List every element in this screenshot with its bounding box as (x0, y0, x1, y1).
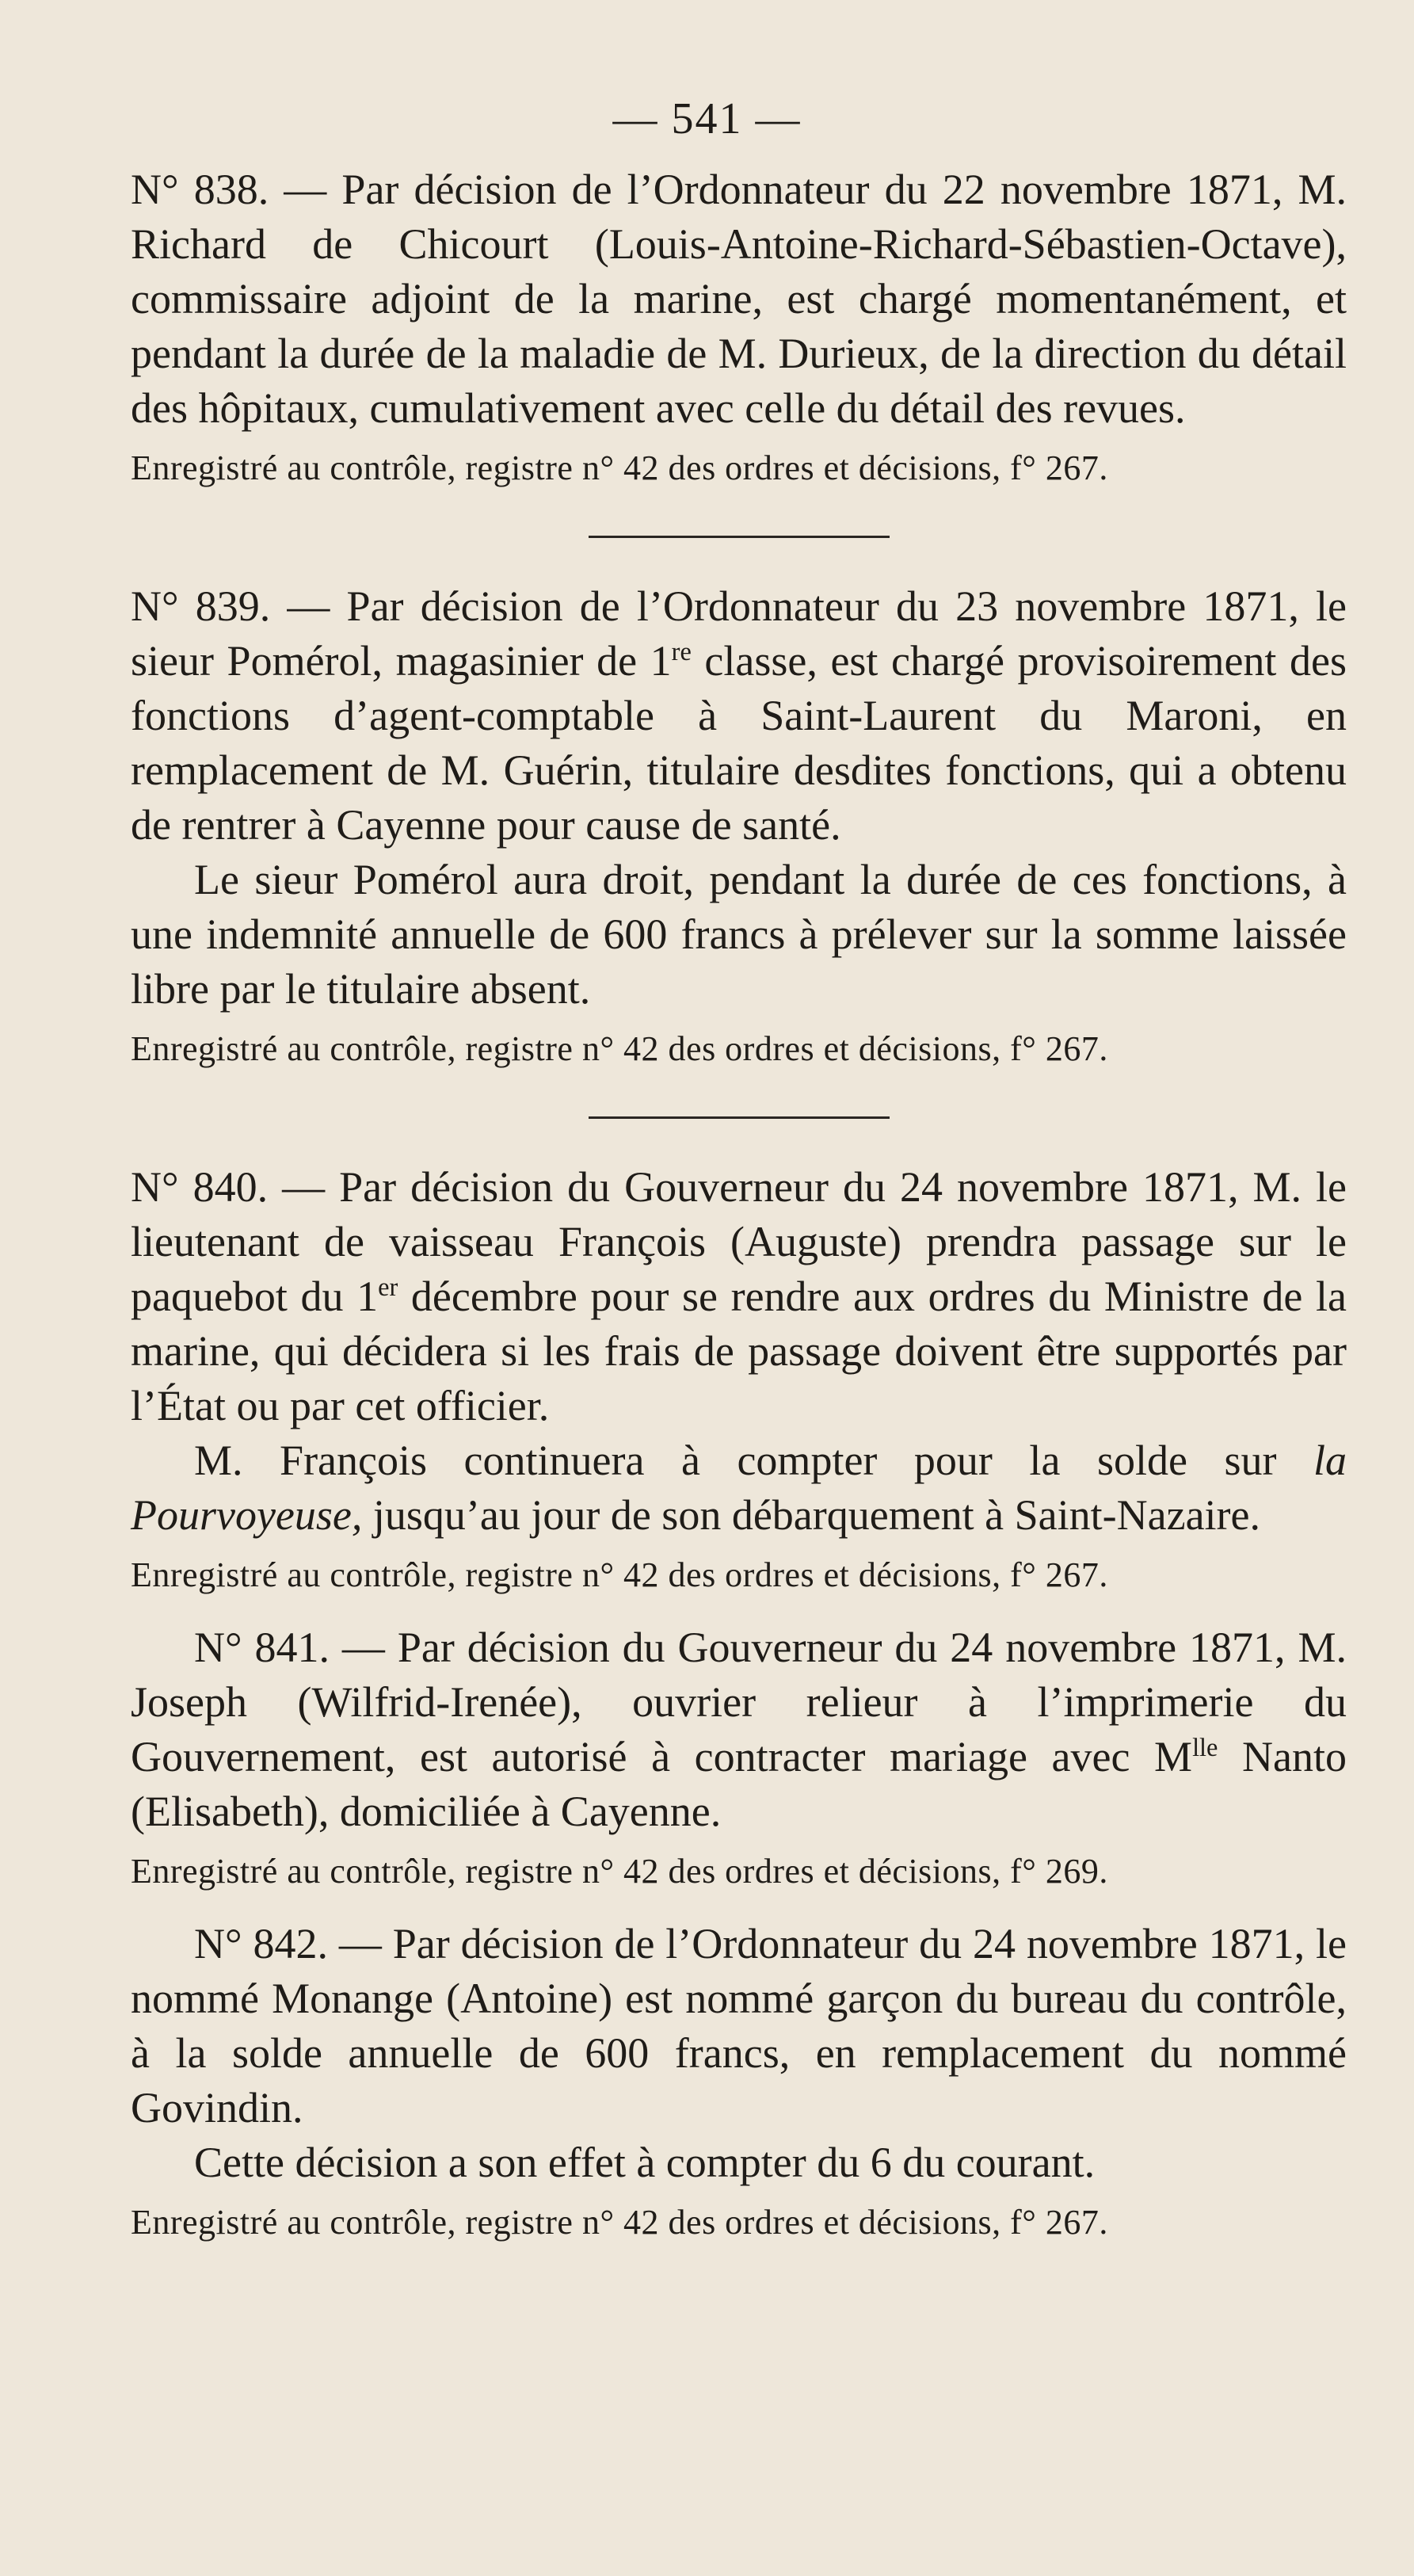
page-number: — 541 — (612, 94, 802, 143)
separator-rule (589, 536, 890, 538)
entry-842-registration: Enregistré au contrôle, registre n° 42 des ordres et décisions, f° 267. (131, 2203, 1108, 2242)
entry-841-superscript: lle (1192, 1734, 1218, 1762)
entry-842 (131, 1917, 1347, 2246)
entry-838-registration: Enregistré au contrôle, registre n° 42 des ordres et décisions, f° 267. (131, 448, 1108, 487)
entry-839-text-head: N° 839. — Par décision de l’Ordonnateur du 23 novembre 1871, le sieur Pomérol, magasinier de 1 (131, 582, 1347, 685)
entry-841-text (131, 1620, 1347, 1839)
entry-839-registration: Enregistré au contrôle, registre n° 42 des ordres et décisions, f° 267. (131, 1029, 1108, 1068)
entry-839 (131, 579, 1347, 1072)
entry-838-text: N° 838. — Par décision de l’Ordonnateur du 22 novembre 1871, M. Richard de Chicourt (Louis-Antoine-Richard-Sébastien-Octave), commissaire adjoint de la marine, est chargé momentanément, et pendant la durée de la maladie de M. Durieux, de la direction du détail des hôpitaux, cumulativement avec celle du détail des revues. (131, 166, 1347, 432)
entry-838 (131, 162, 1347, 491)
entry-841-text-tail: Nanto (Elisabeth), domiciliée à Cayenne. (131, 1733, 1347, 1835)
entry-839-text-tail: classe, est chargé provisoirement des fonctions d’agent-comptable à Saint-Laurent du Maroni, en remplacement de M. Guérin, titulaire desdites fonctions, qui a obtenu de rentrer à Cayenne pour cause de santé. (131, 637, 1347, 849)
entry-841-text-head: N° 841. — Par décision du Gouverneur du 24 novembre 1871, M. Joseph (Wilfrid-Irenée), ouvrier relieur à l’imprimerie du Gouvernement, est autorisé à contracter mariage avec M (131, 1624, 1347, 1780)
entry-840 (131, 1160, 1347, 1598)
entry-840-text-2 (131, 1433, 1347, 1543)
entry-842-text: N° 842. — Par décision de l’Ordonnateur du 24 novembre 1871, le nommé Monange (Antoine) est nommé garçon du bureau du contrôle, à la solde annuelle de 600 francs, en remplacement du nommé Govindin. (131, 1920, 1347, 2131)
entry-840-text-tail: décembre pour se rendre aux ordres du Ministre de la marine, qui décidera si les frais de passage doivent être supportés par l’État ou par cet officier. (131, 1273, 1347, 1429)
entry-840-text-2-head: M. François continuera à compter pour la solde sur (194, 1437, 1313, 1484)
separator-rule (589, 1116, 890, 1119)
entry-840-superscript: er (378, 1273, 398, 1302)
ship-name: la Pourvoyeuse, (131, 1437, 1347, 1539)
entry-839-text-2: Le sieur Pomérol aura droit, pendant la durée de ces fonctions, à une indemnité annuelle de 600 francs à prélever sur la somme laissée libre par le titulaire absent. (131, 856, 1347, 1013)
entry-839-text (131, 579, 1347, 853)
entry-839-superscript: re (671, 638, 692, 666)
entry-841 (131, 1620, 1347, 1895)
text-column (131, 162, 1347, 2268)
entry-840-text (131, 1160, 1347, 1433)
entry-841-registration: Enregistré au contrôle, registre n° 42 des ordres et décisions, f° 269. (131, 1852, 1108, 1891)
entry-840-registration: Enregistré au contrôle, registre n° 42 des ordres et décisions, f° 267. (131, 1555, 1108, 1594)
entry-840-text-2-tail: jusqu’au jour de son débarquement à Saint-Nazaire. (362, 1491, 1260, 1539)
entry-840-text-head: N° 840. — Par décision du Gouverneur du 24 novembre 1871, M. le lieutenant de vaisseau François (Auguste) prendra passage sur le paquebot du 1 (131, 1163, 1347, 1320)
entry-842-text-2: Cette décision a son effet à compter du 6 du courant. (194, 2139, 1096, 2186)
